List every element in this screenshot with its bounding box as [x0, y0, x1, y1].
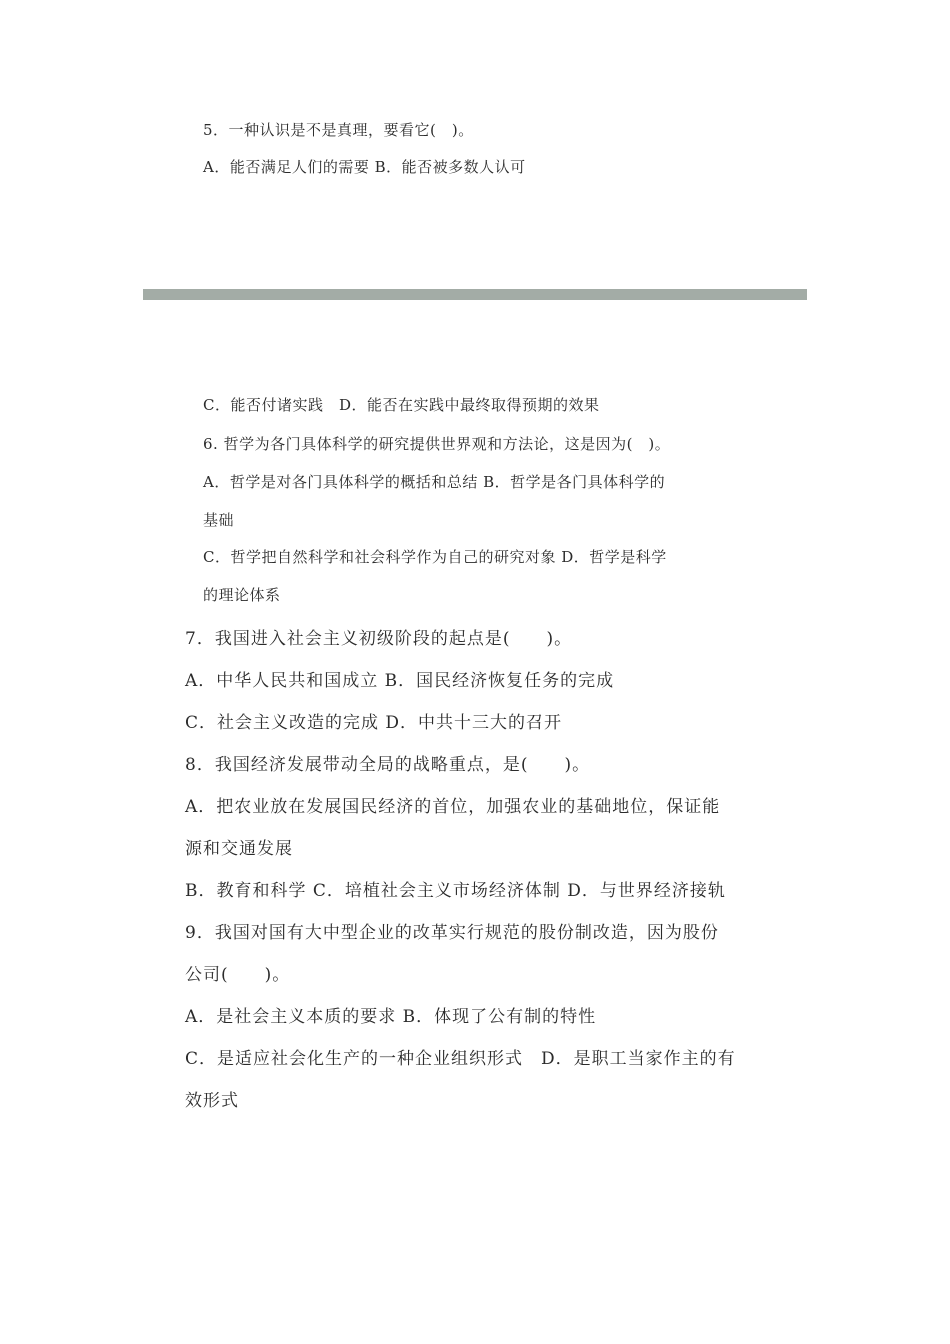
page-break-divider	[143, 289, 807, 300]
question-9-stem: 9．我国对国有大中型企业的改革实行规范的股份制改造，因为股份	[185, 923, 719, 943]
question-9-option-d-cont: 效形式	[185, 1091, 239, 1111]
question-6-option-c-d: C．哲学把自然科学和社会科学作为自己的研究对象 D．哲学是科学	[203, 548, 667, 566]
question-6-option-d-cont: 的理论体系	[203, 586, 281, 604]
question-7-options-ab: A．中华人民共和国成立 B．国民经济恢复任务的完成	[185, 671, 615, 691]
question-7-options-cd: C．社会主义改造的完成 D．中共十三大的召开	[185, 713, 563, 733]
question-8-stem: 8．我国经济发展带动全局的战略重点，是( )。	[185, 755, 591, 775]
question-5-options-cd: C．能否付诸实践 D．能否在实践中最终取得预期的效果	[203, 396, 600, 414]
question-5-stem: 5．一种认识是不是真理，要看它( )。	[203, 121, 474, 139]
question-8-options-bcd: B．教育和科学 C．培植社会主义市场经济体制 D．与世界经济接轨	[185, 881, 726, 901]
question-5-options-ab: A．能否满足人们的需要 B．能否被多数人认可	[203, 158, 526, 176]
question-7-stem: 7．我国进入社会主义初级阶段的起点是( )。	[185, 629, 573, 649]
question-9-stem-cont: 公司( )。	[185, 965, 291, 985]
question-8-option-a-cont: 源和交通发展	[185, 839, 293, 859]
question-6-option-b-cont: 基础	[203, 511, 235, 529]
question-9-options-ab: A．是社会主义本质的要求 B．体现了公有制的特性	[185, 1007, 597, 1027]
question-6-option-a-b: A．哲学是对各门具体科学的概括和总结 B．哲学是各门具体科学的	[203, 473, 666, 491]
question-9-options-cd: C．是适应社会化生产的一种企业组织形式 D．是职工当家作主的有	[185, 1049, 736, 1069]
question-8-option-a: A．把农业放在发展国民经济的首位，加强农业的基础地位，保证能	[185, 797, 721, 817]
question-6-stem: 6. 哲学为各门具体科学的研究提供世界观和方法论，这是因为( )。	[203, 435, 671, 453]
